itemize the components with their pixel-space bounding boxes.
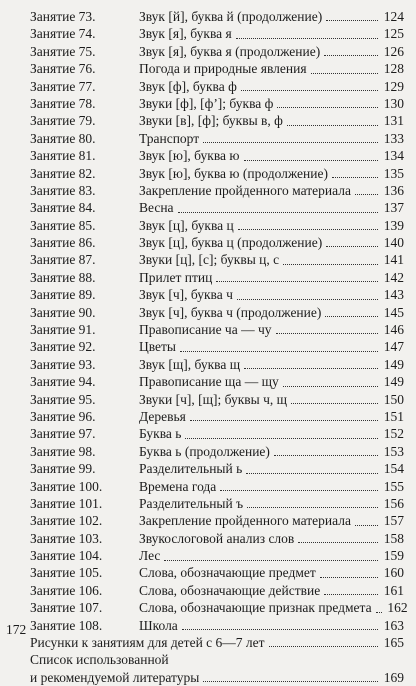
dot-leader xyxy=(298,542,378,543)
toc-entry xyxy=(30,425,404,442)
toc-entry xyxy=(30,147,404,164)
lesson-title: Закрепление пройденного материала xyxy=(139,513,351,529)
toc-entry xyxy=(30,356,404,373)
dot-leader xyxy=(237,299,378,300)
dot-leader xyxy=(283,264,378,265)
dot-leader xyxy=(236,38,378,39)
dot-leader xyxy=(274,455,378,456)
lesson-title: Звук [ц], буква ц xyxy=(139,217,234,233)
dot-leader xyxy=(241,90,378,91)
lesson-number: Занятие 97. xyxy=(30,426,96,442)
lesson-title: Звук [ч], буква ч xyxy=(139,287,233,303)
page-number: 159 xyxy=(383,548,404,564)
lesson-title: Деревья xyxy=(139,408,186,424)
toc-entry xyxy=(30,78,404,95)
lesson-number: Занятие 90. xyxy=(30,304,96,320)
dot-leader xyxy=(311,73,378,74)
toc-entry xyxy=(30,391,404,408)
page-number: 140 xyxy=(383,235,404,251)
page-number: 158 xyxy=(383,530,404,546)
lesson-number: Занятие 92. xyxy=(30,339,96,355)
dot-leader xyxy=(325,316,378,317)
toc-entry xyxy=(30,338,404,355)
toc-entry-bibliography xyxy=(30,651,404,686)
page-number: 137 xyxy=(383,200,404,216)
dot-leader xyxy=(287,125,378,126)
page-number: 163 xyxy=(383,617,404,633)
page-number: 128 xyxy=(383,61,404,77)
lesson-title: Правописание ча — чу xyxy=(139,322,272,338)
dot-leader xyxy=(185,438,378,439)
page-number: 153 xyxy=(383,443,404,459)
lesson-number: Занятие 78. xyxy=(30,95,96,111)
toc-entry xyxy=(30,582,404,599)
toc-entries xyxy=(30,8,408,651)
lesson-number: Занятие 87. xyxy=(30,252,96,268)
lesson-number: Занятие 79. xyxy=(30,113,96,129)
lesson-number: Занятие 108. xyxy=(30,617,103,633)
toc-entry xyxy=(30,130,404,147)
toc-entry xyxy=(30,8,404,25)
page-number: 139 xyxy=(383,217,404,233)
page-number: 162 xyxy=(387,600,408,616)
lesson-number: Занятие 77. xyxy=(30,78,96,94)
toc-entry xyxy=(30,495,404,512)
lesson-title: Закрепление пройденного материала xyxy=(139,182,351,198)
lesson-number: Занятие 103. xyxy=(30,530,103,546)
page-number: 125 xyxy=(383,26,404,42)
page-number: 133 xyxy=(383,130,404,146)
toc-entry xyxy=(30,599,408,616)
dot-leader xyxy=(190,420,378,421)
lesson-number: Занятие 84. xyxy=(30,200,96,216)
dot-leader xyxy=(178,212,378,213)
lesson-number: Занятие 104. xyxy=(30,548,103,564)
dot-leader xyxy=(324,594,378,595)
lesson-title: Буква ь (продолжение) xyxy=(139,443,270,459)
lesson-title: Слова, обозначающие действие xyxy=(139,582,321,598)
page-number: 155 xyxy=(383,478,404,494)
page-number: 152 xyxy=(383,426,404,442)
toc-entry xyxy=(30,512,404,529)
dot-leader xyxy=(246,473,378,474)
page-number: 161 xyxy=(383,582,404,598)
table-of-contents xyxy=(30,8,408,686)
lesson-title: Звук [ц], буква ц (продолжение) xyxy=(139,235,323,251)
dot-leader xyxy=(216,281,378,282)
toc-entry xyxy=(30,43,404,60)
lesson-number: Занятие 86. xyxy=(30,235,96,251)
bibliography-title-line1: Список использованной xyxy=(30,652,169,668)
lesson-title: Звуки [ч], [щ]; буквы ч, щ xyxy=(139,391,288,407)
lesson-number: Занятие 80. xyxy=(30,130,96,146)
lesson-title: Разделительный ъ xyxy=(139,495,244,511)
lesson-number: Занятие 106. xyxy=(30,582,103,598)
lesson-number: Занятие 94. xyxy=(30,374,96,390)
toc-entry xyxy=(30,112,404,129)
dot-leader xyxy=(180,351,378,352)
page-number: 150 xyxy=(383,391,404,407)
lesson-title: Звук [я], буква я xyxy=(139,26,232,42)
toc-entry xyxy=(30,460,404,477)
page-number: 151 xyxy=(383,408,404,424)
lesson-number: Занятие 82. xyxy=(30,165,96,181)
page-number: 154 xyxy=(383,461,404,477)
dot-leader xyxy=(355,525,378,526)
page-number: 156 xyxy=(383,495,404,511)
lesson-title: Звуки [ц], [с]; буквы ц, с xyxy=(139,252,280,268)
lesson-number: Занятие 101. xyxy=(30,495,103,511)
lesson-title: Звук [ю], буква ю (продолжение) xyxy=(139,165,328,181)
toc-entry xyxy=(30,530,404,547)
lesson-number: Занятие 89. xyxy=(30,287,96,303)
dot-leader xyxy=(182,629,378,630)
page-number: 149 xyxy=(383,374,404,390)
lesson-title: Цветы xyxy=(139,339,177,355)
lesson-title: Звуки [в], [ф]; буквы в, ф xyxy=(139,113,283,129)
page-number: 145 xyxy=(383,304,404,320)
lesson-title: Звукослоговой анализ слов xyxy=(139,530,295,546)
lesson-number: Занятие 95. xyxy=(30,391,96,407)
toc-entry xyxy=(30,269,404,286)
bibliography-title-line2: и рекомендуемой литературы xyxy=(30,669,200,685)
lesson-number: Занятие 105. xyxy=(30,565,103,581)
toc-entry xyxy=(30,199,404,216)
page-number: 126 xyxy=(383,43,404,59)
page-number: 141 xyxy=(383,252,404,268)
lesson-number: Занятие 83. xyxy=(30,182,96,198)
dot-leader xyxy=(376,612,382,613)
toc-entry xyxy=(30,165,404,182)
page-number: 134 xyxy=(383,148,404,164)
lesson-title: Звук [ч], буква ч (продолжение) xyxy=(139,304,322,320)
page-number: 149 xyxy=(383,356,404,372)
lesson-number: Занятие 75. xyxy=(30,43,96,59)
dot-leader xyxy=(320,577,378,578)
dot-leader xyxy=(326,246,378,247)
lesson-number: Занятие 98. xyxy=(30,443,96,459)
lesson-title: Весна xyxy=(139,200,174,216)
page-number: 165 xyxy=(383,635,404,651)
page-number: 130 xyxy=(383,95,404,111)
dot-leader xyxy=(247,507,378,508)
toc-entry xyxy=(30,60,404,77)
lesson-title: Слова, обозначающие предмет xyxy=(139,565,316,581)
page-number: 143 xyxy=(383,287,404,303)
dot-leader xyxy=(220,490,378,491)
page-number: 146 xyxy=(383,322,404,338)
lesson-number: Занятие 96. xyxy=(30,408,96,424)
page-number: 135 xyxy=(383,165,404,181)
toc-entry xyxy=(30,25,404,42)
toc-entry xyxy=(30,304,404,321)
lesson-title: Буква ь xyxy=(139,426,182,442)
toc-entry xyxy=(30,217,404,234)
lesson-number: Занятие 74. xyxy=(30,26,96,42)
lesson-number: Занятие 107. xyxy=(30,600,103,616)
page-number: 157 xyxy=(383,513,404,529)
page-number: 147 xyxy=(383,339,404,355)
lesson-title: Прилет птиц xyxy=(139,269,213,285)
dot-leader xyxy=(283,386,378,387)
toc-entry xyxy=(30,373,404,390)
dot-leader xyxy=(332,177,378,178)
page-folio-number: 172 xyxy=(6,622,27,637)
page-number: 124 xyxy=(383,8,404,24)
lesson-title: Времена года xyxy=(139,478,217,494)
lesson-number: Занятие 88. xyxy=(30,269,96,285)
toc-entry xyxy=(30,547,404,564)
toc-entry xyxy=(30,478,404,495)
toc-entry xyxy=(30,321,404,338)
lesson-title: Звук [щ], буква щ xyxy=(139,356,241,372)
lesson-number: Занятие 91. xyxy=(30,322,96,338)
dot-leader xyxy=(203,681,378,682)
lesson-title: Рисунки к занятиям для детей с 6—7 лет xyxy=(30,635,265,651)
toc-entry xyxy=(30,95,404,112)
lesson-number: Занятие 93. xyxy=(30,356,96,372)
dot-leader xyxy=(324,55,378,56)
lesson-number: Занятие 76. xyxy=(30,61,96,77)
toc-entry xyxy=(30,408,404,425)
lesson-title: Звук [я], буква я (продолжение) xyxy=(139,43,321,59)
dot-leader xyxy=(291,403,378,404)
lesson-title: Погода и природные явления xyxy=(139,61,307,77)
lesson-number: Занятие 100. xyxy=(30,478,103,494)
dot-leader xyxy=(244,160,379,161)
toc-entry xyxy=(30,565,404,582)
lesson-number: Занятие 73. xyxy=(30,8,96,24)
lesson-title: Разделительный ь xyxy=(139,461,243,477)
dot-leader xyxy=(164,560,378,561)
lesson-title: Школа xyxy=(139,617,178,633)
lesson-title: Звук [ф], буква ф xyxy=(139,78,237,94)
lesson-title: Звук [й], буква й (продолжение) xyxy=(139,8,323,24)
dot-leader xyxy=(277,107,378,108)
toc-entry xyxy=(30,234,404,251)
page-number: 136 xyxy=(383,182,404,198)
lesson-title: Звуки [ф], [ф’]; буква ф xyxy=(139,95,274,111)
toc-entry xyxy=(30,182,404,199)
dot-leader xyxy=(269,646,378,647)
toc-entry xyxy=(30,286,404,303)
dot-leader xyxy=(326,20,378,21)
lesson-title: Лес xyxy=(139,548,161,564)
toc-entry xyxy=(30,617,404,634)
lesson-title: Транспорт xyxy=(139,130,200,146)
lesson-number: Занятие 102. xyxy=(30,513,103,529)
lesson-number: Занятие 85. xyxy=(30,217,96,233)
page-number: 142 xyxy=(383,269,404,285)
dot-leader xyxy=(238,229,378,230)
page-number: 129 xyxy=(383,78,404,94)
page-number: 160 xyxy=(383,565,404,581)
lesson-title: Слова, обозначающие признак предмета xyxy=(139,600,372,616)
dot-leader xyxy=(276,333,378,334)
dot-leader xyxy=(355,194,378,195)
lesson-title: Правописание ща — щу xyxy=(139,374,279,390)
lesson-number: Занятие 81. xyxy=(30,148,96,164)
toc-entry xyxy=(30,443,404,460)
lesson-title: Звук [ю], буква ю xyxy=(139,148,240,164)
page-number: 131 xyxy=(383,113,404,129)
toc-entry xyxy=(30,634,404,651)
lesson-number: Занятие 99. xyxy=(30,461,96,477)
toc-entry xyxy=(30,251,404,268)
dot-leader xyxy=(203,142,378,143)
dot-leader xyxy=(244,368,378,369)
bibliography-page-number: 169 xyxy=(383,669,404,685)
